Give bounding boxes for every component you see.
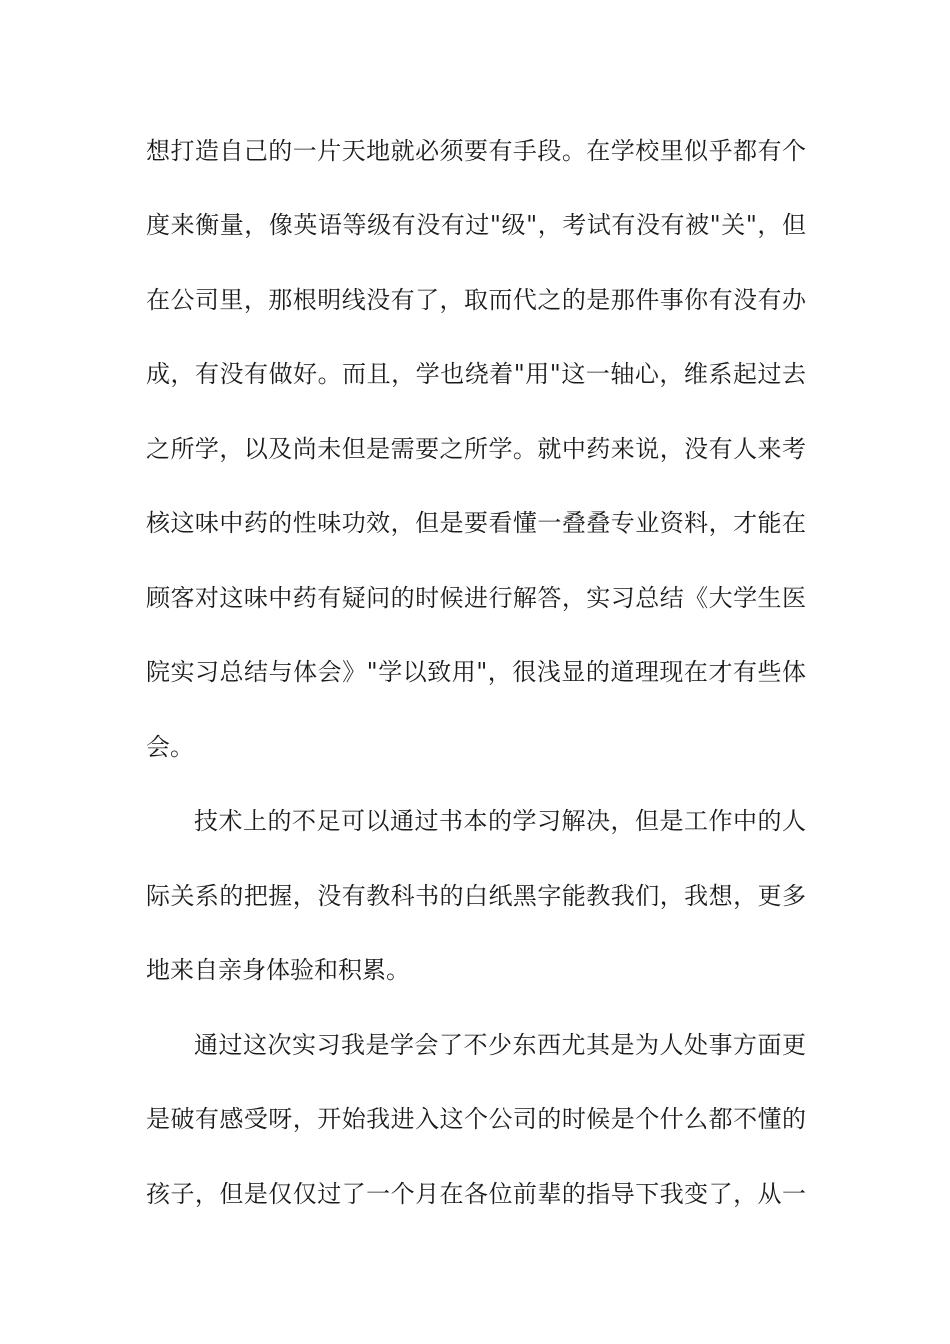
paragraph-line: 通过这次实习我是学会了不少东西尤其是为人处事方面更 (194, 1031, 806, 1059)
paragraph-line: 顾客对这味中药有疑问的时候进行解答，实习总结《大学生医 (146, 584, 806, 612)
paragraph-line: 会。 (146, 733, 194, 761)
paragraph-line: 成，有没有做好。而且，学也绕着"用"这一轴心，维系起过去 (146, 360, 806, 388)
paragraph-line: 核这味中药的性味功效，但是要看懂一叠叠专业资料，才能在 (146, 509, 806, 537)
paragraph-line: 想打造自己的一片天地就必须要有手段。在学校里似乎都有个 (146, 137, 806, 165)
paragraph-line: 孩子，但是仅仅过了一个月在各位前辈的指导下我变了，从一 (146, 1180, 806, 1208)
paragraph-line: 院实习总结与体会》"学以致用"，很浅显的道理现在才有些体 (146, 658, 806, 686)
paragraph-line: 之所学，以及尚未但是需要之所学。就中药来说，没有人来考 (146, 435, 806, 463)
paragraph-line: 在公司里，那根明线没有了，取而代之的是那件事你有没有办 (146, 286, 806, 314)
paragraph-line: 地来自亲身体验和积累。 (146, 956, 410, 984)
paragraph-line: 是破有感受呀，开始我进入这个公司的时候是个什么都不懂的 (146, 1105, 806, 1133)
paragraph-line: 度来衡量，像英语等级有没有过"级"，考试有没有被"关"，但 (146, 211, 806, 239)
paragraph-line: 际关系的把握，没有教科书的白纸黑字能教我们，我想，更多 (146, 882, 806, 910)
paragraph-line: 技术上的不足可以通过书本的学习解决，但是工作中的人 (194, 807, 806, 835)
